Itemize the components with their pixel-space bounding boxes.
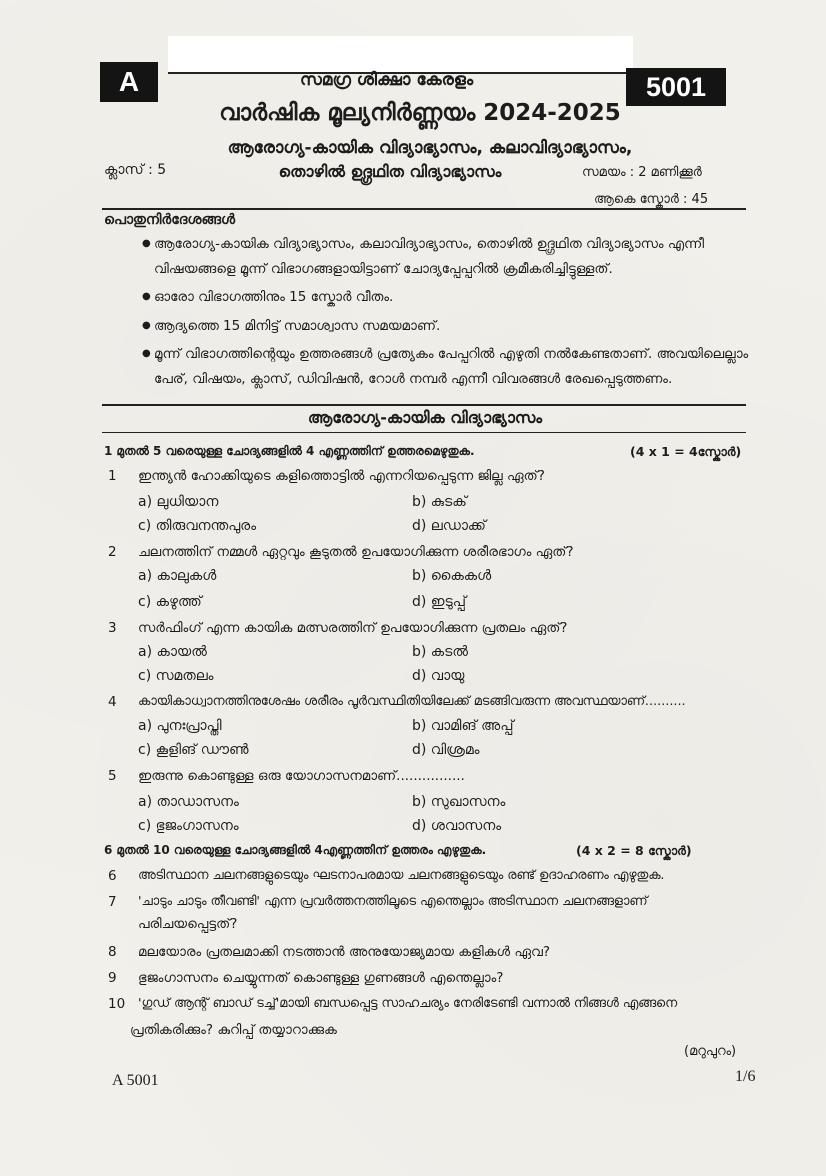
- instruction-item: ● മൂന്ന് വിഭാഗത്തിന്റെയും ഉത്തരങ്ങൾ പ്രത്യേകം പേപ്പറിൽ എഴുതി നൽകേണ്ടതാണ്. അവയിലെല്ലാം പേര്, വിഷയം, ക്ലാസ്, ഡിവിഷൻ, റോൾ നമ്പർ എന്നീ വിവരങ്ങൾ രേഖപ്പെടുത്തണം.: [120, 342, 760, 391]
- redaction-strip: [168, 36, 633, 72]
- question-text: 'ചാടും ചാടും തീവണ്ടി' എന്ന പ്രവർത്തനത്തിലൂടെ എന്തെല്ലാം അടിസ്ഥാന ചലനങ്ങളാണ്: [138, 894, 648, 909]
- instructions-heading: പൊതുനിർദേശങ്ങൾ: [104, 212, 236, 228]
- question-number: 3: [108, 620, 117, 636]
- exam-title: വാർഷിക മൂല്യനിർണ്ണയം 2024-2025: [219, 100, 621, 126]
- question-text: കായികാധ്വാനത്തിനുശേഷം ശരീരം പൂർവസ്ഥിതിയിലേക്ക് മടങ്ങിവരുന്ന അവസ്ഥയാണ്..........: [138, 694, 686, 709]
- question-number: 1: [108, 468, 117, 484]
- turn-over-note: (മറുപുറം): [684, 1044, 737, 1059]
- question-text-cont: പരിചയപ്പെട്ടത്?: [138, 916, 238, 932]
- option-c: c) കൂളിങ് ഡൗൺ: [138, 742, 249, 758]
- part1-instruction: 1 മുതൽ 5 വരെയുള്ള ചോദ്യങ്ങളിൽ 4 എണ്ണത്തിന് ഉത്തരമെഴുതുക.: [104, 444, 475, 458]
- divider-top: [102, 208, 746, 210]
- option-a: a) കായൽ: [138, 644, 207, 660]
- class-label: ക്ലാസ് : 5: [104, 162, 167, 178]
- question-text: 'ഗുഡ് ആന്റ് ബാഡ് ടച്ച്'മായി ബന്ധപ്പെട്ട സാഹചര്യം നേരിടേണ്ടി വന്നാൽ നിങ്ങൾ എങ്ങനെ: [138, 996, 677, 1011]
- page-number: 1/6: [735, 1068, 756, 1085]
- paper-code-box: 5001: [626, 68, 726, 106]
- question-text-cont: പ്രതികരിക്കും? കുറിപ്പ് തയ്യാറാക്കുക: [130, 1022, 337, 1038]
- option-c: c) തിരുവനന്തപുരം: [138, 518, 257, 534]
- option-c: c) കഴുത്ത്: [138, 594, 202, 610]
- option-d: d) വായു: [412, 668, 465, 684]
- question-text: ചലനത്തിന് നമ്മൾ ഏറ്റവും കൂടുതൽ ഉപയോഗിക്കുന്ന ശരീരഭാഗം ഏത്?: [138, 544, 574, 560]
- question-number: 5: [108, 768, 117, 784]
- set-label-box: A: [100, 62, 158, 102]
- section-title: ആരോഗ്യ-കായിക വിദ്യാഭ്യാസം: [307, 408, 543, 427]
- question-text: ഇന്ത്യൻ ഹോക്കിയുടെ കളിത്തൊട്ടിൽ എന്നറിയപ്പെടുന്ന ജില്ല ഏത്?: [138, 468, 545, 484]
- part2-marks: (4 x 2 = 8 സ്കോർ): [576, 843, 692, 858]
- option-a: a) താഡാസനം: [138, 794, 239, 810]
- part2-instruction: 6 മുതൽ 10 വരെയുള്ള ചോദ്യങ്ങളിൽ 4എണ്ണത്തിന് ഉത്തരം എഴുതുക.: [104, 843, 487, 857]
- question-text: ഭുജംഗാസനം ചെയ്യുന്നത് കൊണ്ടുള്ള ഗുണങ്ങൾ എന്തെല്ലാം?: [138, 970, 504, 986]
- option-a: a) ലുധിയാന: [138, 494, 219, 510]
- question-number: 10: [108, 996, 126, 1012]
- question-number: 8: [108, 944, 117, 960]
- option-b: b) വാമിങ് അപ്പ്: [412, 718, 514, 734]
- option-c: c) സമതലം: [138, 668, 214, 684]
- instruction-item: ● ആദ്യത്തെ 15 മിനിട്ട് സമാശ്വാസ സമയമാണ്.: [120, 314, 760, 339]
- subjects-line-2: തൊഴിൽ ഉദ്ഗ്രഥിത വിദ്യാഭ്യാസം: [278, 162, 502, 181]
- subjects-line-1: ആരോഗ്യ-കായിക വിദ്യാഭ്യാസം, കലാവിദ്യാഭ്യാസം,: [227, 138, 633, 158]
- option-d: d) ലഡാക്ക്: [412, 518, 486, 534]
- instruction-item: ● ആരോഗ്യ-കായിക വിദ്യാഭ്യാസം, കലാവിദ്യാഭ്യാസം, തൊഴിൽ ഉദ്ഗ്രഥിത വിദ്യാഭ്യാസം എന്നീ വിഷയങ്ങളെ മൂന്ന് വിഭാഗങ്ങളായിട്ടാണ് ചോദ്യപ്പേപ്പറിൽ ക്രമീകരിച്ചിട്ടുള്ളത്.: [120, 232, 760, 281]
- question-number: 9: [108, 970, 117, 986]
- question-number: 2: [108, 544, 117, 560]
- option-c: c) ഭുജംഗാസനം: [138, 818, 239, 834]
- organization-name: സമഗ്ര ശിക്ഷാ കേരളം: [300, 70, 474, 90]
- question-text: മലയോരം പ്രതലമാക്കി നടത്താൻ അനുയോജ്യമായ കളികൾ ഏവ?: [138, 944, 551, 960]
- part1-marks: (4 x 1 = 4സ്കോർ): [630, 444, 742, 459]
- option-a: a) പുനഃപ്രാപ്തി: [138, 718, 222, 734]
- divider-section: [102, 404, 746, 406]
- question-number: 4: [108, 694, 117, 710]
- question-number: 6: [108, 868, 117, 884]
- footer-paper-code: A 5001: [112, 1072, 159, 1089]
- divider-section-bottom: [102, 432, 746, 433]
- question-text: സർഫിംഗ് എന്ന കായിക മത്സരത്തിന് ഉപയോഗിക്കുന്ന പ്രതലം ഏത്?: [138, 620, 568, 636]
- option-b: b) സുഖാസനം: [412, 794, 506, 810]
- option-b: b) കടൽ: [412, 644, 468, 660]
- question-text: അടിസ്ഥാന ചലനങ്ങളുടെയും ഘടനാപരമായ ചലനങ്ങളുടെയും രണ്ട് ഉദാഹരണം എഴുതുക.: [138, 868, 665, 883]
- time-label: സമയം : 2 മണിക്കൂർ: [582, 165, 702, 180]
- instructions-list: [120, 232, 760, 391]
- option-d: d) വിശ്രമം: [412, 742, 480, 758]
- question-number: 7: [108, 894, 117, 910]
- option-b: b) കുടക്: [412, 494, 467, 510]
- question-text: ഇരുന്നു കൊണ്ടുള്ള ഒരു യോഗാസനമാണ്................: [138, 768, 465, 784]
- option-a: a) കാലുകൾ: [138, 568, 217, 584]
- total-score-label: ആകെ സ്കോർ : 45: [594, 192, 709, 207]
- option-b: b) കൈകൾ: [412, 568, 492, 584]
- option-d: d) ഇടുപ്പ്: [412, 594, 467, 610]
- option-d: d) ശവാസനം: [412, 818, 502, 834]
- instruction-item: ● ഓരോ വിഭാഗത്തിനും 15 സ്കോർ വീതം.: [120, 285, 760, 310]
